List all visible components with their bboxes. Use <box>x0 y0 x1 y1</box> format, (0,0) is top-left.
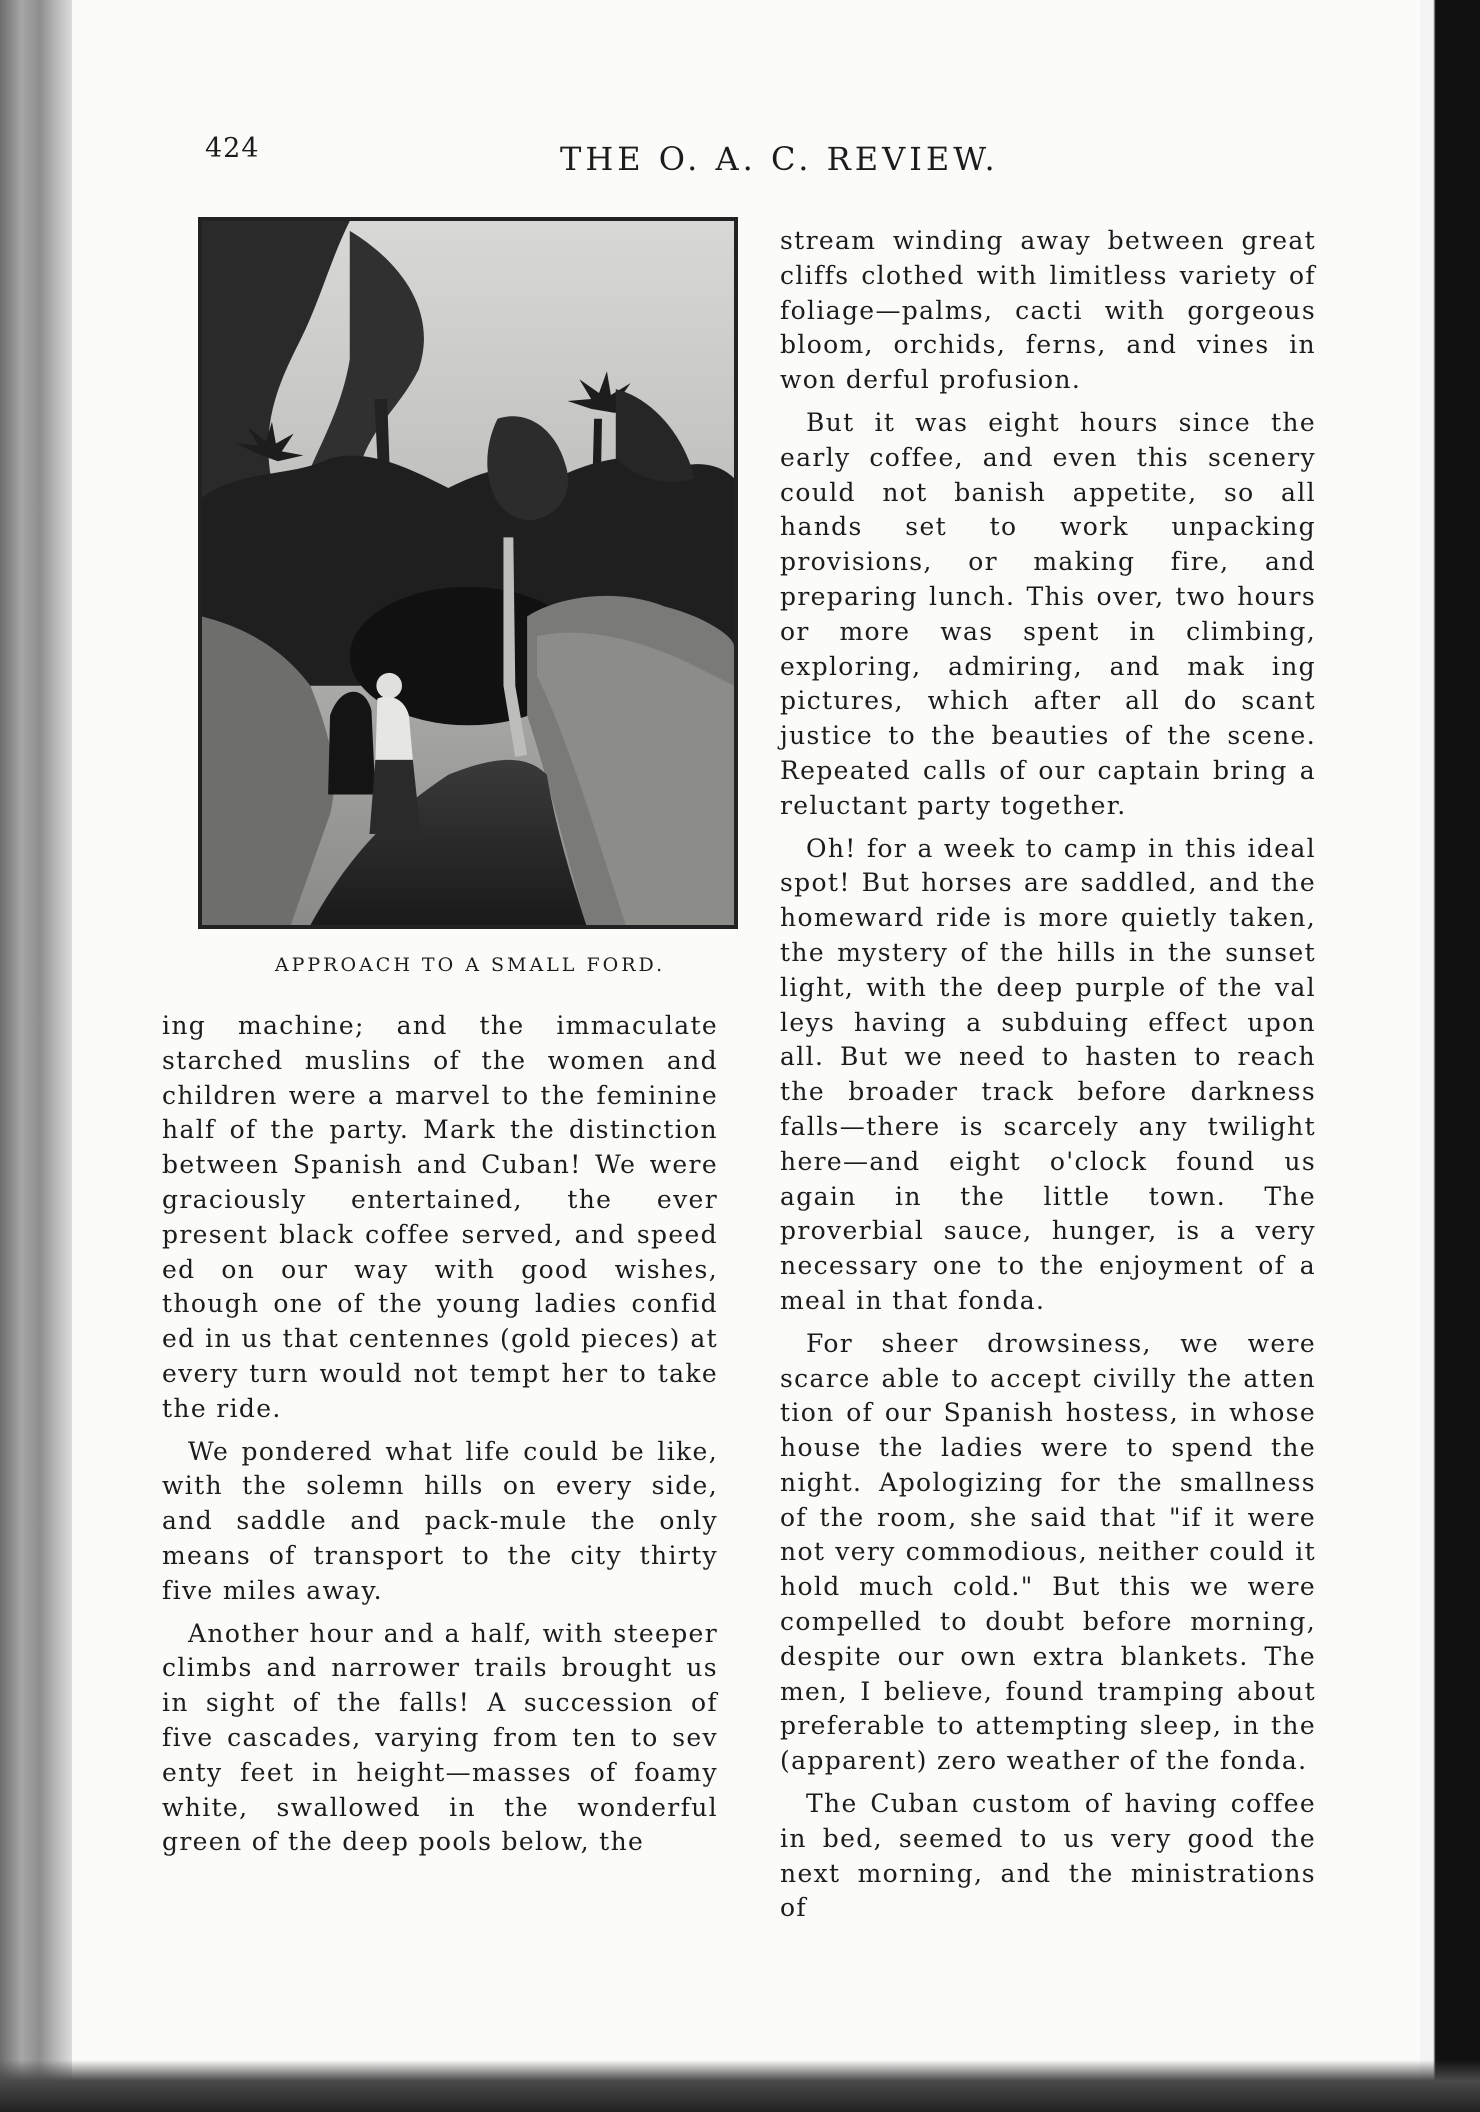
left-paragraph-2: We pondered what life could be like, with the solemn hills on every side, and saddle and pack-mule the only means of transport to the city thirty five miles away. <box>162 1436 718 1605</box>
figure-caption: APPROACH TO A SMALL FORD. <box>274 954 666 976</box>
left-column-text <box>162 1009 718 1860</box>
running-title: THE O. A. C. REVIEW. <box>560 140 999 178</box>
facing-page-edge <box>1420 0 1480 2112</box>
right-paragraph-1: stream winding away between great cliffs clothed with limitless variety of foliage—palms, cacti with gorgeous bloom, orchids, ferns, and vines in won derful profusion. <box>780 226 1316 395</box>
ford-photograph <box>198 217 738 929</box>
left-paragraph-1: ing machine; and the immaculate starched muslins of the women and children were a marvel to the feminine half of the party. Mark the distinction between Spanish and Cuban! We were graciously entertained, the ever present black coffee served, and speed ed on our way with good wishes, though one of the young ladies confid ed in us that centennes (gold pieces) at every turn would not tempt her to take the ride. <box>162 1011 718 1423</box>
right-paragraph-2: But it was eight hours since the early coffee, and even this scenery could not banish appetite, so all hands set to work unpacking provisions, or making fire, and preparing lunch. This over, two hours or more was spent in climbing, exploring, admiring, and mak ing pictures, which after all do scant justice to the beauties of the scene. Repeated calls of our captain bring a reluctant party together. <box>780 407 1316 820</box>
scan-bottom-edge <box>0 2060 1480 2112</box>
right-paragraph-4: For sheer drowsiness, we were scarce able to accept civilly the atten tion of our Spanish hostess, in whose house the ladies were to spend the night. Apologizing for the smallness of the room, she said that "if it were not very commodious, neither could it hold much cold." But this we were compelled to doubt before morning, despite our own extra blankets. The men, I believe, found tramping about preferable to attempting sleep, in the (apparent) zero weather of the fonda. <box>780 1328 1316 1776</box>
right-paragraph-5: The Cuban custom of having coffee in bed, seemed to us very good the next morning, and the ministrations of <box>780 1789 1316 1923</box>
book-gutter-edge <box>0 0 72 2112</box>
right-column-text <box>780 224 1316 1926</box>
left-paragraph-3: Another hour and a half, with steeper climbs and narrower trails brought us in sight of the falls! A succession of five cascades, varying from ten to sev enty feet in height—masses of foamy white, swallowed in the wonderful green of the deep pools below, the <box>162 1618 718 1857</box>
page-number: 424 <box>205 133 260 164</box>
right-paragraph-3: Oh! for a week to camp in this ideal spot! But horses are saddled, and the homeward ride is more quietly taken, the mystery of the hills in the sunset light, with the deep purple of the val leys having a subduing effect upon all. But we need to hasten to reach the broader track before darkness falls—there is scarcely any twilight here—and eight o'clock found us again in the little town. The proverbial sauce, hunger, is a very necessary one to the enjoyment of a meal in that fonda. <box>780 833 1316 1315</box>
ford-photo-illustration <box>202 221 734 925</box>
